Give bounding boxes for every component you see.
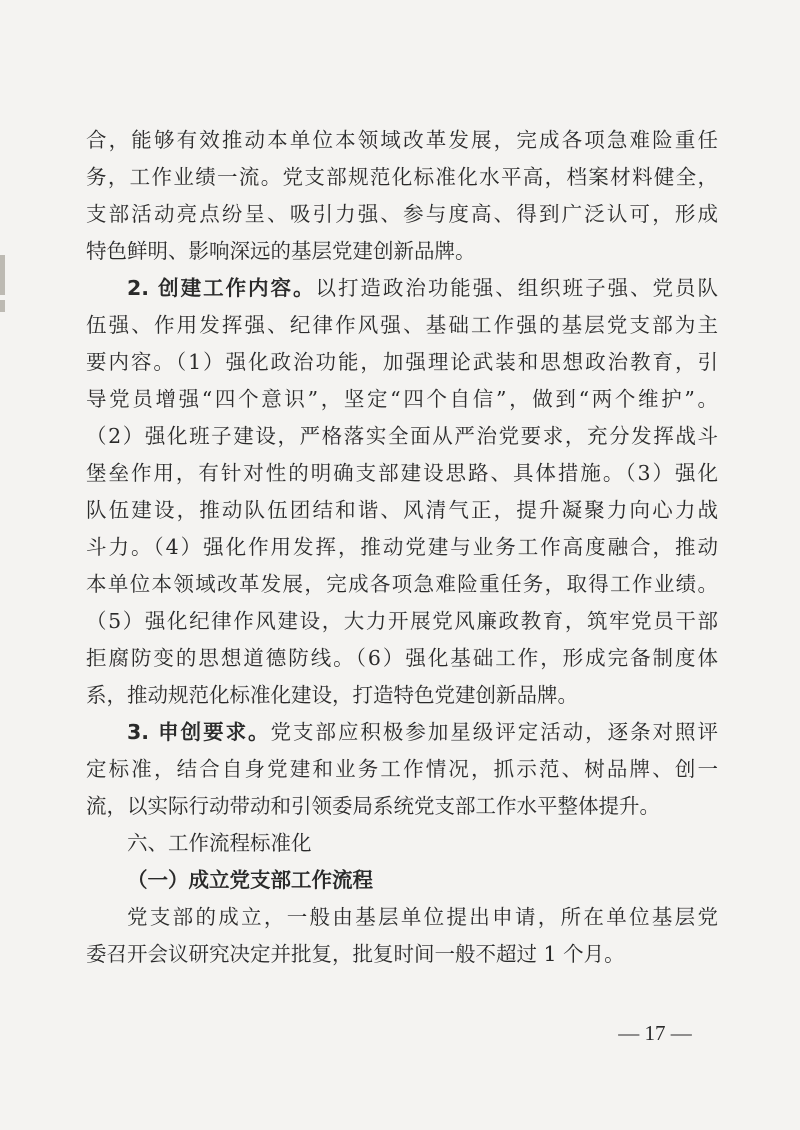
text-line: 委召开会议研究决定并批复，批复时间一般不超过 1 个月。 (86, 942, 625, 966)
text-line: 队伍建设，推动队伍团结和谐、风清气正，提升凝聚力向心力战 (86, 498, 718, 522)
text-line: 堡垒作用，有针对性的明确支部建设思路、具体措施。（3）强化 (86, 461, 718, 485)
section-2-heading: 2. 创建工作内容。 (127, 276, 316, 300)
text-line: 务，工作业绩一流。党支部规范化标准化水平高，档案材料健全， (86, 165, 718, 189)
section-2-first-line (86, 270, 718, 307)
text-line: 系，推动规范化标准化建设，打造特色党建创新品牌。 (86, 683, 578, 707)
text-line: 本单位本领域改革发展，完成各项急难险重任务，取得工作业绩。 (86, 572, 718, 596)
text-line: 合，能够有效推动本单位本领域改革发展，完成各项急难险重任 (86, 128, 718, 152)
page-number: — 17 — (618, 1021, 692, 1045)
text-line: 斗力。（4）强化作用发挥，推动党建与业务工作高度融合，推动 (86, 535, 718, 559)
text-line: 导党员增强“四个意识”，坚定“四个自信”，做到“两个维护”。 (86, 387, 718, 411)
binding-mark (0, 255, 5, 295)
text-line: 拒腐防变的思想道德防线。（6）强化基础工作，形成完备制度体 (86, 646, 718, 670)
text-line: 党支部的成立，一般由基层单位提出申请，所在单位基层党 (127, 905, 718, 929)
text-line: 伍强、作用发挥强、纪律作风强、基础工作强的基层党支部为主 (86, 313, 718, 337)
text-line: （5）强化纪律作风建设，大力开展党风廉政教育，筑牢党员干部 (86, 609, 718, 633)
section-6-heading: 六、工作流程标准化 (127, 831, 312, 855)
text-line: 支部活动亮点纷呈、吸引力强、参与度高、得到广泛认可，形成 (86, 202, 718, 226)
text-line: 流，以实际行动带动和引领委局系统党支部工作水平整体提升。 (86, 794, 660, 818)
body-text (86, 122, 718, 973)
text-line: 要内容。（1）强化政治功能，加强理论武装和思想政治教育，引 (86, 350, 718, 374)
text-line: 定标准，结合自身党建和业务工作情况，抓示范、树品牌、创一 (86, 757, 718, 781)
binding-mark (0, 300, 5, 312)
section-3-heading: 3. 申创要求。 (127, 720, 271, 744)
section-3-first-line-text: 党支部应积极参加星级评定活动，逐条对照评 (270, 720, 718, 744)
text-line: （2）强化班子建设，严格落实全面从严治党要求，充分发挥战斗 (86, 424, 718, 448)
section-3-first-line (86, 714, 718, 751)
section-2-first-line-text: 以打造政治功能强、组织班子强、党员队 (315, 276, 718, 300)
text-line: 特色鲜明、影响深远的基层党建创新品牌。 (86, 239, 476, 263)
section-6-subheading: （一）成立党支部工作流程 (127, 868, 373, 892)
